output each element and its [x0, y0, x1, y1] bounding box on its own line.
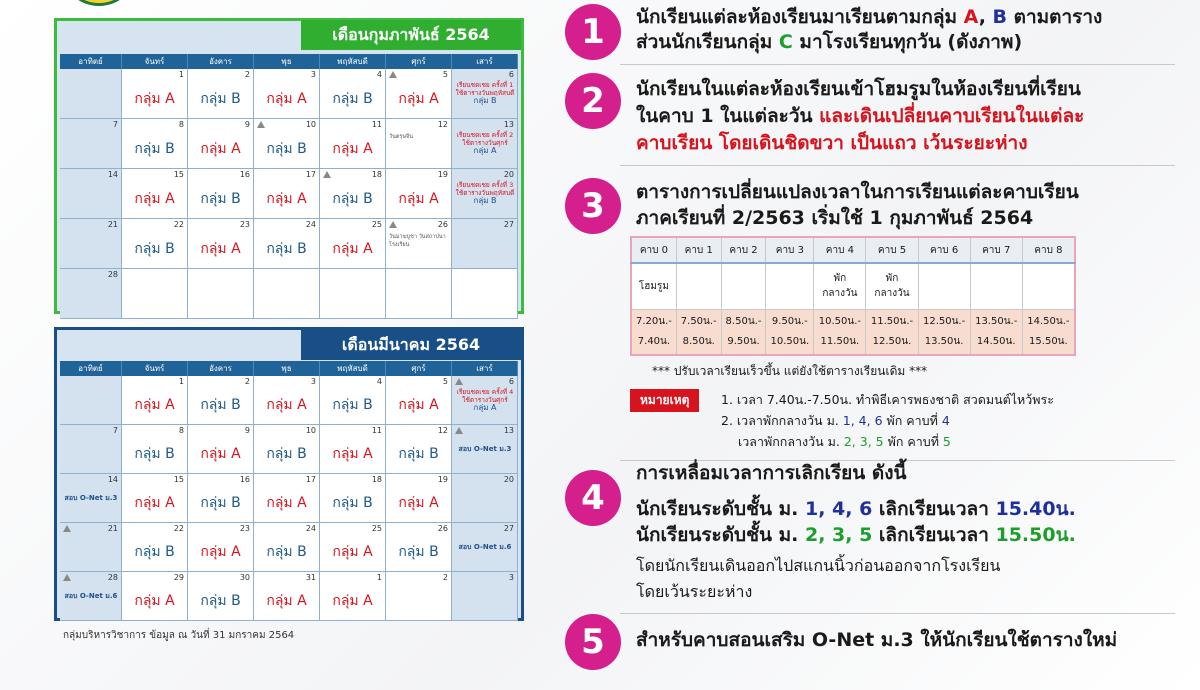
day-number: 1 — [376, 573, 382, 582]
group-label: กลุ่ม A — [332, 593, 373, 609]
calendar-day — [188, 425, 254, 474]
period-time: 8.50น.- 9.50น. — [721, 309, 766, 355]
exam-note: สอบ O-Net ม.3 — [64, 494, 118, 502]
group-label: กลุ่ม B — [266, 241, 307, 257]
group-label: กลุ่ม A — [266, 91, 307, 107]
period-time: 7.20น.- 7.40น. — [631, 309, 676, 355]
calendar-day — [254, 474, 320, 523]
group-label: กลุ่ม B — [266, 141, 307, 157]
day-number: 1 — [178, 70, 184, 79]
calendar-day — [254, 572, 320, 621]
period-time: 14.50น.- 15.50น. — [1022, 309, 1075, 355]
step-1-badge: 1 — [565, 4, 621, 60]
calendar-day — [320, 425, 386, 474]
group-label: กลุ่ม A — [134, 91, 175, 107]
day-number: 10 — [305, 120, 316, 129]
calendar-grid — [60, 54, 518, 319]
calendar-day — [386, 219, 452, 269]
day-number: 11 — [371, 426, 382, 435]
period-activity: โฮมรูม — [631, 263, 676, 309]
day-header: อังคาร — [188, 361, 254, 376]
day-number: 26 — [437, 220, 448, 229]
day-number: 6 — [508, 70, 514, 79]
calendar-day — [254, 425, 320, 474]
group-label: กลุ่ม A — [332, 446, 373, 462]
period-header: คาบ 0 — [631, 237, 676, 263]
group-label: กลุ่ม A — [332, 544, 373, 560]
calendar-day — [452, 119, 518, 169]
day-number: 22 — [173, 524, 184, 533]
day-header: พุธ — [254, 54, 320, 69]
calendar-march — [54, 327, 524, 621]
period-header: คาบ 1 — [676, 237, 721, 263]
school-logo — [60, 0, 138, 6]
calendar-february — [54, 18, 524, 314]
group-label: กลุ่ม B — [134, 446, 175, 462]
group-label: กลุ่ม B — [200, 91, 241, 107]
remark-1: 1. เวลา 7.40น.-7.50น. ทำพิธีเคารพธงชาติ สวดมนต์ไหว้พระ — [721, 392, 1054, 407]
day-number: 13 — [503, 120, 514, 129]
day-number: 11 — [371, 120, 382, 129]
footnote: กลุ่มบริหารวิชาการ ข้อมูล ณ วันที่ 31 มกราคม 2564 — [63, 630, 295, 641]
calendar-day — [188, 523, 254, 572]
step-2-badge: 2 — [565, 73, 621, 129]
holiday-marker-icon — [63, 525, 71, 532]
calendar-day — [386, 376, 452, 425]
calendar-day — [188, 119, 254, 169]
day-number: 9 — [244, 426, 250, 435]
group-label: กลุ่ม B — [398, 544, 439, 560]
calendar-day — [386, 169, 452, 219]
day-number: 13 — [503, 426, 514, 435]
day-number: 21 — [107, 524, 118, 533]
day-header: อังคาร — [188, 54, 254, 69]
group-label: กลุ่ม A — [266, 397, 307, 413]
group-label: กลุ่ม B — [134, 241, 175, 257]
group-label: กลุ่ม B — [332, 91, 373, 107]
day-number: 17 — [305, 170, 316, 179]
day-number: 5 — [442, 377, 448, 386]
group-label: กลุ่ม A — [266, 593, 307, 609]
group-label: กลุ่ม B — [332, 191, 373, 207]
day-number: 30 — [239, 573, 250, 582]
calendar-day — [452, 474, 518, 523]
calendar-day — [320, 169, 386, 219]
step-3-line-1: ตารางการเปลี่ยนแปลงเวลาในการเรียนแต่ละคาบเรียน — [636, 181, 1079, 203]
exam-note: สอบ O-Net ม.6 — [64, 592, 118, 600]
day-number: 27 — [503, 524, 514, 533]
calendar-day — [320, 69, 386, 119]
exam-note: สอบ O-Net ม.6 — [458, 543, 512, 551]
day-header: พฤหัสบดี — [320, 54, 386, 69]
calendar-day — [188, 474, 254, 523]
remark-2: 2. เวลาพักกลางวัน ม. 1, 4, 6 พัก คาบที่ 4 — [721, 413, 950, 428]
calendar-day — [254, 376, 320, 425]
day-number: 14 — [107, 475, 118, 484]
calendar-day — [452, 219, 518, 269]
calendar-day — [452, 69, 518, 119]
period-header: คาบ 7 — [970, 237, 1022, 263]
period-time: 13.50น.- 14.50น. — [970, 309, 1022, 355]
calendar-day — [60, 523, 122, 572]
period-header: คาบ 4 — [814, 237, 866, 263]
group-label: กลุ่ม B — [134, 141, 175, 157]
calendar-day — [386, 269, 452, 319]
calendar-day — [254, 269, 320, 319]
calendar-day — [320, 474, 386, 523]
step-1-line-1: นักเรียนแต่ละห้องเรียนมาเรียนตามกลุ่ม A, B ตามตาราง — [636, 6, 1103, 28]
step-2-line-2: ในคาบ 1 ในแต่ละวัน และเดินเปลี่ยนคาบเรียนในแต่ละ — [636, 105, 1085, 127]
calendar-day — [320, 269, 386, 319]
calendar-day — [386, 523, 452, 572]
calendar-day — [320, 119, 386, 169]
group-label: กลุ่ม B — [266, 544, 307, 560]
day-number: 10 — [305, 426, 316, 435]
calendar-day — [452, 269, 518, 319]
day-number: 25 — [371, 220, 382, 229]
day-number: 16 — [239, 475, 250, 484]
calendar-day — [188, 69, 254, 119]
step-2-line-3: คาบเรียน โดยเดินชิดขวา เป็นแถว เว้นระยะห่าง — [636, 132, 1028, 154]
group-label: กลุ่ม B — [200, 191, 241, 207]
day-number: 3 — [508, 573, 514, 582]
day-number: 28 — [107, 270, 118, 279]
group-label: กลุ่ม B — [266, 446, 307, 462]
group-label: กลุ่ม A — [200, 544, 241, 560]
period-activity: พัก กลางวัน — [866, 263, 918, 309]
day-number: 12 — [437, 426, 448, 435]
group-label: กลุ่ม A — [266, 191, 307, 207]
group-label: กลุ่ม B — [332, 397, 373, 413]
day-number: 23 — [239, 220, 250, 229]
calendar-day — [386, 474, 452, 523]
period-time: 11.50น.- 12.50น. — [866, 309, 918, 355]
calendar-day — [452, 376, 518, 425]
calendar-day — [254, 523, 320, 572]
group-label: กลุ่ม A — [398, 91, 439, 107]
day-number: 8 — [178, 426, 184, 435]
day-number: 31 — [305, 573, 316, 582]
day-header: เสาร์ — [452, 54, 518, 69]
day-number: 3 — [310, 70, 316, 79]
day-number: 7 — [112, 426, 118, 435]
day-number: 27 — [503, 220, 514, 229]
group-label: กลุ่ม A — [332, 141, 373, 157]
day-number: 15 — [173, 475, 184, 484]
group-label: กลุ่ม A — [134, 191, 175, 207]
calendar-title: เดือนมีนาคม 2564 — [301, 330, 521, 360]
calendar-day — [122, 169, 188, 219]
calendar-day — [254, 69, 320, 119]
calendar-day — [60, 119, 122, 169]
step-5-badge: 5 — [565, 614, 621, 670]
calendar-day — [254, 169, 320, 219]
exam-note: สอบ O-Net ม.3 — [458, 445, 512, 453]
calendar-day — [60, 269, 122, 319]
calendar-day — [122, 119, 188, 169]
period-activity — [676, 263, 721, 309]
step-5-line-1: สำหรับคาบสอนเสริม O-Net ม.3 ให้นักเรียนใช้ตารางใหม่ — [636, 629, 1118, 651]
step-3-line-2: ภาคเรียนที่ 2/2563 เริ่มใช้ 1 กุมภาพันธ์ 2564 — [636, 207, 1034, 229]
group-label: กลุ่ม A — [200, 241, 241, 257]
calendar-day — [122, 572, 188, 621]
makeup-class-note: เรียนชดเชย ครั้งที่ 1 ใช้ตารางวันพฤหัสบดี กลุ่ม B — [455, 81, 515, 105]
period-time-table — [630, 236, 1076, 356]
day-number: 23 — [239, 524, 250, 533]
day-number: 16 — [239, 170, 250, 179]
calendar-day — [122, 69, 188, 119]
day-number: 21 — [107, 220, 118, 229]
group-label: กลุ่ม B — [200, 397, 241, 413]
calendar-grid — [60, 361, 518, 621]
calendar-day — [452, 572, 518, 621]
holiday-marker-icon — [455, 427, 463, 434]
calendar-day — [122, 425, 188, 474]
holiday-note: วันมาฆบูชา วันสถาปนาโรงเรียน — [389, 234, 446, 248]
time-note: *** ปรับเวลาเรียนเร็วขึ้น แต่ยังใช้ตารางเรียนเดิม *** — [652, 364, 928, 378]
holiday-marker-icon — [389, 221, 397, 228]
day-number: 18 — [371, 475, 382, 484]
day-header: ศุกร์ — [386, 361, 452, 376]
day-number: 29 — [173, 573, 184, 582]
group-label: กลุ่ม A — [134, 593, 175, 609]
day-number: 2 — [244, 70, 250, 79]
calendar-day — [188, 572, 254, 621]
day-number: 9 — [244, 120, 250, 129]
remark-3: เวลาพักกลางวัน ม. 2, 3, 5 พัก คาบที่ 5 — [738, 434, 951, 449]
period-header: คาบ 5 — [866, 237, 918, 263]
calendar-day — [320, 376, 386, 425]
calendar-day — [386, 69, 452, 119]
day-header: ศุกร์ — [386, 54, 452, 69]
step-4-line-1: การเหลื่อมเวลาการเลิกเรียน ดังนี้ — [636, 462, 907, 484]
day-number: 1 — [178, 377, 184, 386]
calendar-day — [254, 119, 320, 169]
day-number: 24 — [305, 524, 316, 533]
day-header: เสาร์ — [452, 361, 518, 376]
step-2-line-1: นักเรียนในแต่ละห้องเรียนเข้าโฮมรูมในห้องเรียนที่เรียน — [636, 78, 1081, 100]
period-activity — [766, 263, 814, 309]
holiday-marker-icon — [323, 171, 331, 178]
day-number: 20 — [503, 475, 514, 484]
calendar-day — [188, 376, 254, 425]
period-time: 10.50น.- 11.50น. — [814, 309, 866, 355]
calendar-day — [320, 523, 386, 572]
day-number: 19 — [437, 170, 448, 179]
group-label: กลุ่ม A — [266, 495, 307, 511]
day-number: 2 — [442, 573, 448, 582]
group-label: กลุ่ม B — [200, 593, 241, 609]
day-header: จันทร์ — [122, 54, 188, 69]
step-4-line-2: นักเรียนระดับชั้น ม. 1, 4, 6 เลิกเรียนเวลา 15.40น. — [636, 498, 1076, 520]
calendar-day — [452, 169, 518, 219]
period-time: 7.50น.- 8.50น. — [676, 309, 721, 355]
group-label: กลุ่ม B — [200, 495, 241, 511]
calendar-day — [452, 523, 518, 572]
step-1-line-2: ส่วนนักเรียนกลุ่ม C มาโรงเรียนทุกวัน (ดังภาพ) — [636, 31, 1023, 53]
period-activity — [970, 263, 1022, 309]
calendar-day — [188, 169, 254, 219]
group-label: กลุ่ม A — [134, 495, 175, 511]
group-label: กลุ่ม A — [200, 141, 241, 157]
day-header: จันทร์ — [122, 361, 188, 376]
group-label: กลุ่ม A — [398, 191, 439, 207]
step-4-line-3: นักเรียนระดับชั้น ม. 2, 3, 5 เลิกเรียนเวลา 15.50น. — [636, 524, 1076, 546]
day-number: 14 — [107, 170, 118, 179]
day-header: อาทิตย์ — [60, 361, 122, 376]
day-number: 15 — [173, 170, 184, 179]
period-header: คาบ 2 — [721, 237, 766, 263]
group-label: กลุ่ม A — [134, 397, 175, 413]
day-number: 12 — [437, 120, 448, 129]
day-header: พฤหัสบดี — [320, 361, 386, 376]
group-label: กลุ่ม B — [134, 544, 175, 560]
group-label: กลุ่ม A — [332, 241, 373, 257]
calendar-day — [320, 219, 386, 269]
period-time: 9.50น.- 10.50น. — [766, 309, 814, 355]
calendar-day — [254, 219, 320, 269]
group-label: กลุ่ม A — [398, 495, 439, 511]
period-header: คาบ 3 — [766, 237, 814, 263]
day-number: 2 — [244, 377, 250, 386]
day-number: 26 — [437, 524, 448, 533]
calendar-title: เดือนกุมภาพันธ์ 2564 — [301, 20, 521, 50]
calendar-day — [188, 269, 254, 319]
divider — [620, 64, 1175, 65]
day-number: 5 — [442, 70, 448, 79]
calendar-day — [386, 119, 452, 169]
calendar-day — [60, 572, 122, 621]
divider — [620, 165, 1175, 166]
makeup-class-note: เรียนชดเชย ครั้งที่ 2 ใช้ตารางวันศุกร์ กลุ่ม A — [456, 131, 514, 155]
day-number: 7 — [112, 120, 118, 129]
day-number: 4 — [376, 377, 382, 386]
day-number: 17 — [305, 475, 316, 484]
calendar-day — [60, 376, 122, 425]
calendar-day — [60, 219, 122, 269]
day-number: 20 — [503, 170, 514, 179]
calendar-day — [320, 572, 386, 621]
calendar-day — [386, 425, 452, 474]
day-number: 6 — [508, 377, 514, 386]
day-number: 25 — [371, 524, 382, 533]
period-header: คาบ 6 — [918, 237, 970, 263]
period-activity — [918, 263, 970, 309]
calendar-day — [60, 169, 122, 219]
makeup-class-note: เรียนชดเชย ครั้งที่ 4 ใช้ตารางวันศุกร์ กลุ่ม A — [456, 388, 514, 412]
calendar-day — [188, 219, 254, 269]
calendar-day — [60, 69, 122, 119]
period-activity — [1022, 263, 1075, 309]
calendar-day — [122, 376, 188, 425]
step-4-line-4: โดยนักเรียนเดินออกไปสแกนนิ้วก่อนออกจากโรงเรียน — [636, 556, 1001, 575]
group-label: กลุ่ม B — [332, 495, 373, 511]
group-label: กลุ่ม A — [200, 446, 241, 462]
day-number: 4 — [376, 70, 382, 79]
calendar-day — [386, 572, 452, 621]
calendar-day — [60, 425, 122, 474]
makeup-class-note: เรียนชดเชย ครั้งที่ 3 ใช้ตารางวันพฤหัสบดี กลุ่ม B — [455, 181, 515, 205]
remark-badge: หมายเหตุ — [630, 389, 699, 412]
period-time: 12.50น.- 13.50น. — [918, 309, 970, 355]
day-number: 18 — [371, 170, 382, 179]
calendar-day — [452, 425, 518, 474]
day-number: 3 — [310, 377, 316, 386]
holiday-marker-icon — [257, 121, 265, 128]
day-number: 19 — [437, 475, 448, 484]
period-header: คาบ 8 — [1022, 237, 1075, 263]
group-label: กลุ่ม A — [398, 397, 439, 413]
calendar-day — [122, 269, 188, 319]
day-header: อาทิตย์ — [60, 54, 122, 69]
period-activity — [721, 263, 766, 309]
holiday-marker-icon — [455, 378, 463, 385]
day-number: 22 — [173, 220, 184, 229]
group-label: กลุ่ม B — [398, 446, 439, 462]
step-4-badge: 4 — [565, 470, 621, 526]
period-activity: พัก กลางวัน — [814, 263, 866, 309]
calendar-day — [122, 523, 188, 572]
day-header: พุธ — [254, 361, 320, 376]
holiday-marker-icon — [389, 71, 397, 78]
day-number: 24 — [305, 220, 316, 229]
holiday-note: วันตรุษจีน — [389, 134, 413, 140]
calendar-day — [122, 219, 188, 269]
step-4-line-5: โดยเว้นระยะห่าง — [636, 582, 753, 601]
step-3-badge: 3 — [565, 178, 621, 234]
day-number: 8 — [178, 120, 184, 129]
calendar-day — [122, 474, 188, 523]
calendar-day — [60, 474, 122, 523]
day-number: 28 — [107, 573, 118, 582]
holiday-marker-icon — [63, 574, 71, 581]
divider — [620, 613, 1175, 614]
